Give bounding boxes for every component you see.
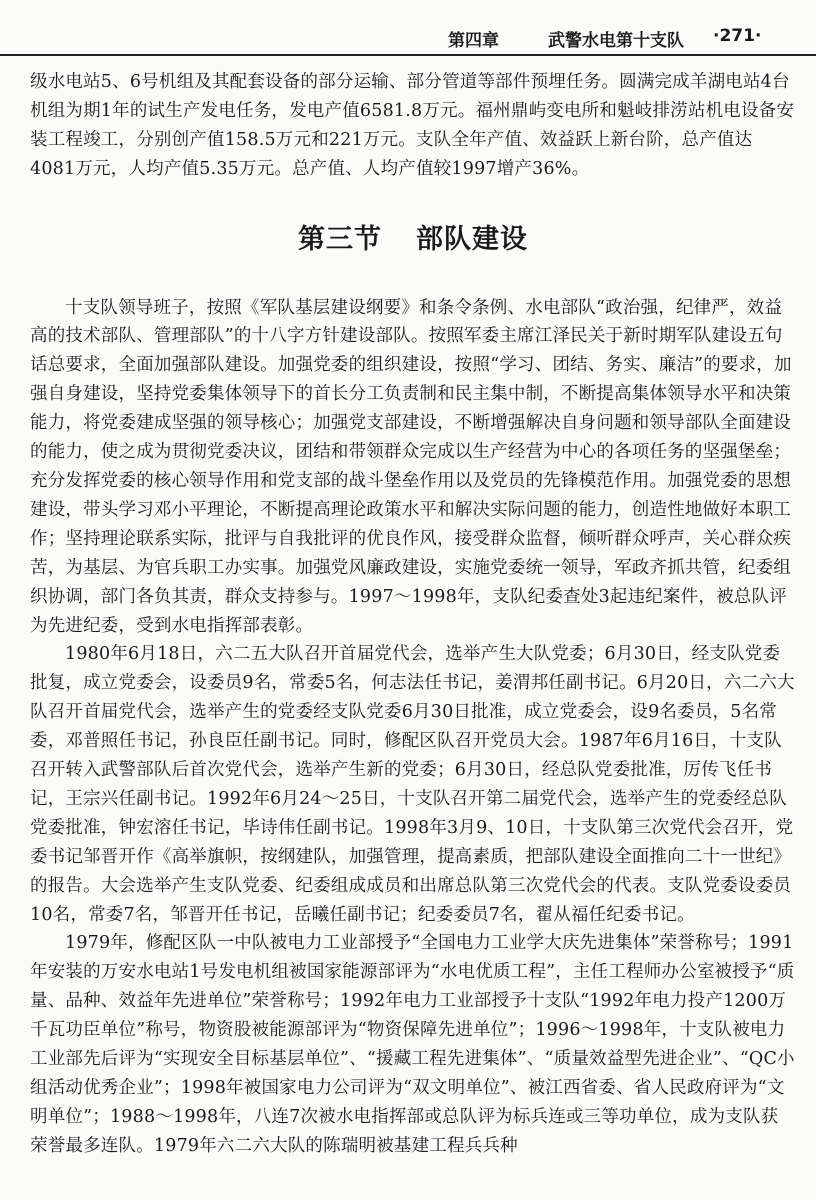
header-chapter: 第四章	[448, 31, 499, 51]
header-title: 武警水电第十支队	[548, 31, 684, 51]
intro-paragraph: 级水电站5、6号机组及其配套设备的部分运输、部分管道等部件预埋任务。圆满完成羊湖电站4台机组为期1年的试生产发电任务，发电产值6581.8万元。福州鼎屿变电所和魁岐排涝站机电设备安装工程竣工，分别创产值158.5万元和221万元。支队全年产值、效益跃上新台阶，总产值达4081万元，人均产值5.35万元。总产值、人均产值较1997增产36%。	[30, 72, 795, 179]
section-number: 第三节	[298, 223, 382, 255]
header-rule	[0, 54, 816, 56]
body-text	[30, 68, 796, 1161]
paragraph-party-building: 十支队领导班子，按照《军队基层建设纲要》和条令条例、水电部队“政治强，纪律严，效益高的技术部队、管理部队”的十八字方针建设部队。按照军委主席江泽民关于新时期军队建设五句话总要求，全面加强部队建设。加强党委的组织建设，按照“学习、团结、务实、廉洁”的要求，加强自身建设，坚持党委集体领导下的首长分工负责制和民主集中制，不断提高集体领导水平和决策能力，将党委建成坚强的领导核心；加强党支部建设，不断增强解决自身问题和领导部队全面建设的能力，使之成为贯彻党委决议，团结和带领群众完成以生产经营为中心的各项任务的坚强堡垒；充分发挥党委的核心领导作用和党支部的战斗堡垒作用以及党员的先锋模范作用。加强党委的思想建设，带头学习邓小平理论，不断提高理论政策水平和解决实际问题的能力，创造性地做好本职工作；坚持理论联系实际，批评与自我批评的优良作风，接受群众监督，倾听群众呼声，关心群众疾苦，为基层、为官兵职工办实事。加强党风廉政建设，实施党委统一领导，军政齐抓共管，纪委组织协调，部门各负其责，群众支持参与。1997～1998年，支队纪委查处3起违纪案件，被总队评为先进纪委，受到水电指挥部表彰。	[30, 297, 792, 636]
running-header	[0, 22, 816, 52]
page-number: ·271·	[713, 26, 762, 46]
section-title: 部队建设	[416, 223, 528, 255]
paragraph-party-congress: 1980年6月18日，六二五大队召开首届党代会，选举产生大队党委；6月30日，经支队党委批复，成立党委会，设委员9名，常委5名，何志法任书记，姜渭邦任副书记。6月20日，六二六大队召开首届党代会，选举产生的党委经支队党委6月30日批准，成立党委会，设9名委员，5名常委，邓普照任书记，孙良臣任副书记。同时，修配区队召开党员大会。1987年6月16日，十支队召开转入武警部队后首次党代会，选举产生新的党委；6月30日，经总队党委批准，厉传飞任书记，王宗兴任副书记。1992年6月24～25日，十支队召开第二届党代会，选举产生的党委经总队党委批准，钟宏溶任书记，毕诗伟任副书记。1998年3月9、10日，十支队第三次党代会召开，党委书记邹晋开作《高举旗帜，按纲建队，加强管理，提高素质，把部队建设全面推向二十一世纪》的报告。大会选举产生支队党委、纪委组成成员和出席总队第三次党代会的代表。支队党委设委员10名，常委7名，邹晋开任书记，岳曦任副书记；纪委委员7名，翟从福任纪委书记。	[30, 644, 795, 925]
section-heading	[30, 223, 796, 255]
paragraph-honors: 1979年，修配区队一中队被电力工业部授予“全国电力工业学大庆先进集体”荣誉称号；1991年安装的万安水电站1号发电机组被国家能源部评为“水电优质工程”，主任工程师办公室被授予“质量、品种、效益年先进单位”荣誉称号；1992年电力工业部授予十支队“1992年电力投产1200万千瓦功臣单位”称号，物资股被能源部评为“物资保障先进单位”；1996～1998年，十支队被电力工业部先后评为“实现安全目标基层单位”、“援藏工程先进集体”、“质量效益型先进企业”、“QC小组活动优秀企业”；1998年被国家电力公司评为“双文明单位”、被江西省委、省人民政府评为“文明单位”；1988～1998年，八连7次被水电指挥部或总队评为标兵连或三等功单位，成为支队获荣誉最多连队。1979年六二六大队的陈瑞明被基建工程兵兵种	[30, 933, 795, 1156]
